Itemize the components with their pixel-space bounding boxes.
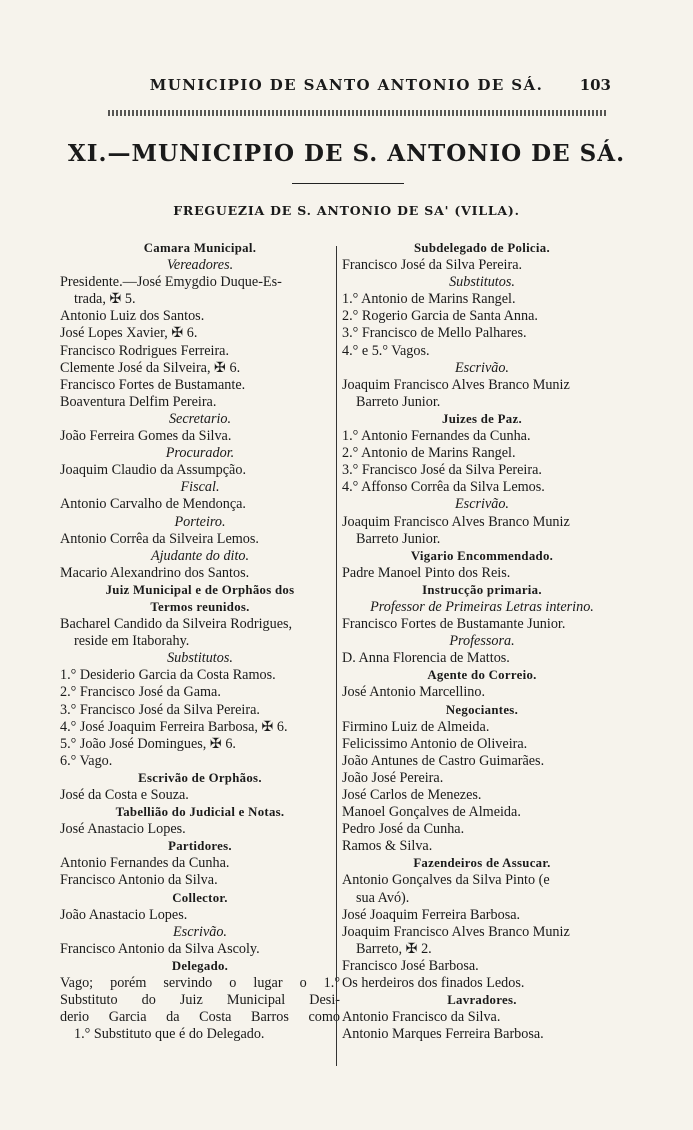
section-heading: Juizes de Paz. (442, 411, 522, 426)
entry-line: Substituto do Juiz Municipal Desi- (60, 992, 340, 1009)
entry-line: Francisco José da Silva Pereira. (342, 257, 523, 274)
section-heading: Negociantes. (445, 702, 519, 717)
section-heading: Collector. (172, 890, 228, 905)
entry-line: Francisco Antonio da Silva Ascoly. (60, 940, 260, 957)
subheading: Ajudante do dito. (150, 547, 250, 564)
entry-line: 2.° Francisco José da Gama. (60, 684, 221, 701)
ornamental-rule (108, 110, 608, 116)
left-column (60, 240, 340, 1043)
entry-line: Francisco Fortes de Bustamante Junior. (342, 616, 566, 633)
entry-line: Antonio Gonçalves da Silva Pinto (e (342, 872, 550, 889)
entry-line: Clemente José da Silveira, ✠ 6. (60, 359, 241, 376)
column-divider (336, 246, 337, 1066)
entry-line: Joaquim Claudio da Assumpção. (60, 462, 246, 479)
entry-line: reside em Itaborahy. (74, 633, 190, 650)
entry-line: Antonio Luiz dos Santos. (60, 308, 205, 325)
entry-line: Francisco José Barbosa. (342, 957, 479, 974)
entry-line: 5.° João José Domingues, ✠ 6. (60, 735, 236, 752)
entry-line: 1.° Substituto que é do Delegado. (74, 1026, 265, 1043)
entry-line: sua Avó). (356, 889, 410, 906)
entry-line: José da Costa e Souza. (60, 787, 189, 803)
entry-line: 6.° Vago. (60, 752, 113, 769)
entry-line: Antonio Francisco da Silva. (342, 1009, 501, 1026)
running-title: MUNICIPIO DE SANTO ANTONIO DE SÁ. (149, 76, 544, 94)
entry-line: 4.° José Joaquim Ferreira Barbosa, ✠ 6. (60, 718, 288, 735)
right-column (342, 240, 622, 1043)
entry-line: Padre Manoel Pinto dos Reis. (342, 564, 511, 581)
entry-line: 2.° Antonio de Marins Rangel. (342, 445, 516, 462)
entry-line: Ramos & Silva. (342, 838, 433, 855)
section-heading: Juiz Municipal e de Orphãos dos (105, 582, 295, 597)
entry-line: Barreto Junior. (356, 393, 441, 410)
entry-line: derio Garcia da Costa Barros como (60, 1009, 340, 1026)
chapter-title: XI.—MUNICIPIO DE S. ANTONIO DE SÁ. (67, 140, 626, 167)
running-head (0, 76, 693, 98)
section-heading: Vigario Encommendado. (410, 548, 554, 563)
subheading: Secretario. (168, 410, 232, 427)
subheading: Escrivão. (455, 359, 509, 376)
entry-line: Barreto Junior. (356, 530, 441, 547)
entry-line: João Ferreira Gomes da Silva. (60, 428, 232, 445)
entry-line: José Carlos de Menezes. (342, 787, 482, 803)
subheading: Escrivão. (173, 923, 227, 940)
subheading: Porteiro. (174, 513, 226, 530)
entry-line: José Joaquim Ferreira Barbosa. (342, 906, 521, 923)
subheading: Substitutos. (449, 274, 515, 291)
subheading: Fiscal. (180, 479, 220, 496)
entry-line: Vago; porém servindo o lugar o 1.° (60, 975, 340, 992)
entry-line: 4.° e 5.° Vagos. (342, 342, 430, 359)
entry-line: João Anastacio Lopes. (60, 906, 188, 923)
section-heading: Instrucção primaria. (422, 582, 542, 597)
entry-line: Bacharel Candido da Silveira Rodrigues, (60, 616, 293, 633)
entry-line: Os herdeiros dos finados Ledos. (342, 975, 525, 992)
subheading: Professor de Primeiras Letras interino. (370, 598, 594, 615)
entry-line: José Anastacio Lopes. (60, 821, 186, 838)
entry-line: D. Anna Florencia de Mattos. (342, 650, 510, 667)
section-heading: Partidores. (168, 839, 232, 854)
section-heading: Delegado. (171, 958, 229, 973)
section-heading: Camara Municipal. (143, 241, 257, 255)
entry-line: João Antunes de Castro Guimarães. (342, 752, 545, 769)
entry-line: Presidente.—José Emygdio Duque-Es- (60, 274, 282, 291)
subheading: Procurador. (165, 445, 235, 462)
section-heading: Lavradores. (447, 993, 517, 1008)
title-rule (292, 183, 404, 184)
entry-line: Antonio Corrêa da Silveira Lemos. (60, 530, 259, 547)
entry-line: José Antonio Marcellino. (342, 684, 486, 701)
entry-line: Joaquim Francisco Alves Branco Muniz (342, 923, 570, 940)
entry-line: Pedro José da Cunha. (342, 821, 465, 838)
section-heading: Escrivão de Orphãos. (138, 770, 262, 785)
section-heading: Agente do Correio. (427, 668, 537, 683)
entry-line: 3.° Francisco José da Silva Pereira. (60, 701, 260, 718)
entry-line: trada, ✠ 5. (74, 291, 136, 308)
entry-line: 2.° Rogerio Garcia de Santa Anna. (342, 308, 538, 325)
subheading: Vereadores. (166, 257, 234, 274)
entry-line: Felicissimo Antonio de Oliveira. (342, 735, 528, 752)
entry-line: Firmino Luiz de Almeida. (342, 718, 490, 735)
parish-title: FREGUEZIA DE S. ANTONIO DE SA' (VILLA). (173, 203, 520, 218)
section-heading: Tabellião do Judicial e Notas. (115, 805, 285, 820)
entry-line: Francisco Antonio da Silva. (60, 872, 218, 889)
entry-line: Joaquim Francisco Alves Branco Muniz (342, 513, 570, 530)
section-heading: Subdelegado de Policia. (414, 241, 550, 255)
entry-line: Joaquim Francisco Alves Branco Muniz (342, 376, 570, 393)
subheading: Substitutos. (167, 650, 233, 667)
entry-line: 3.° Francisco José da Silva Pereira. (342, 462, 542, 479)
entry-line: Manoel Gonçalves de Almeida. (342, 804, 521, 821)
section-heading: Fazendeiros de Assucar. (413, 856, 551, 871)
entry-line: Barreto, ✠ 2. (356, 940, 432, 957)
entry-line: 1.° Desiderio Garcia da Costa Ramos. (60, 667, 276, 684)
entry-line: Francisco Rodrigues Ferreira. (60, 342, 230, 359)
entry-line: Antonio Carvalho de Mendonça. (60, 496, 246, 513)
entry-line: José Lopes Xavier, ✠ 6. (60, 325, 198, 342)
entry-line: Antonio Marques Ferreira Barbosa. (342, 1026, 544, 1043)
entry-line: 1.° Antonio de Marins Rangel. (342, 291, 516, 308)
entry-line: Antonio Fernandes da Cunha. (60, 855, 230, 872)
entry-line: 1.° Antonio Fernandes da Cunha. (342, 428, 531, 445)
entry-line: Macario Alexandrino dos Santos. (60, 564, 250, 581)
subheading: Professora. (449, 633, 515, 650)
page-number: 103 (579, 76, 611, 94)
entry-line: Francisco Fortes de Bustamante. (60, 376, 246, 393)
section-heading: Termos reunidos. (150, 599, 250, 614)
subheading: Escrivão. (455, 496, 509, 513)
entry-line: João José Pereira. (342, 769, 444, 786)
entry-line: Boaventura Delfim Pereira. (60, 393, 217, 410)
entry-line: 3.° Francisco de Mello Palhares. (342, 325, 527, 342)
entry-line: 4.° Affonso Corrêa da Silva Lemos. (342, 479, 545, 496)
